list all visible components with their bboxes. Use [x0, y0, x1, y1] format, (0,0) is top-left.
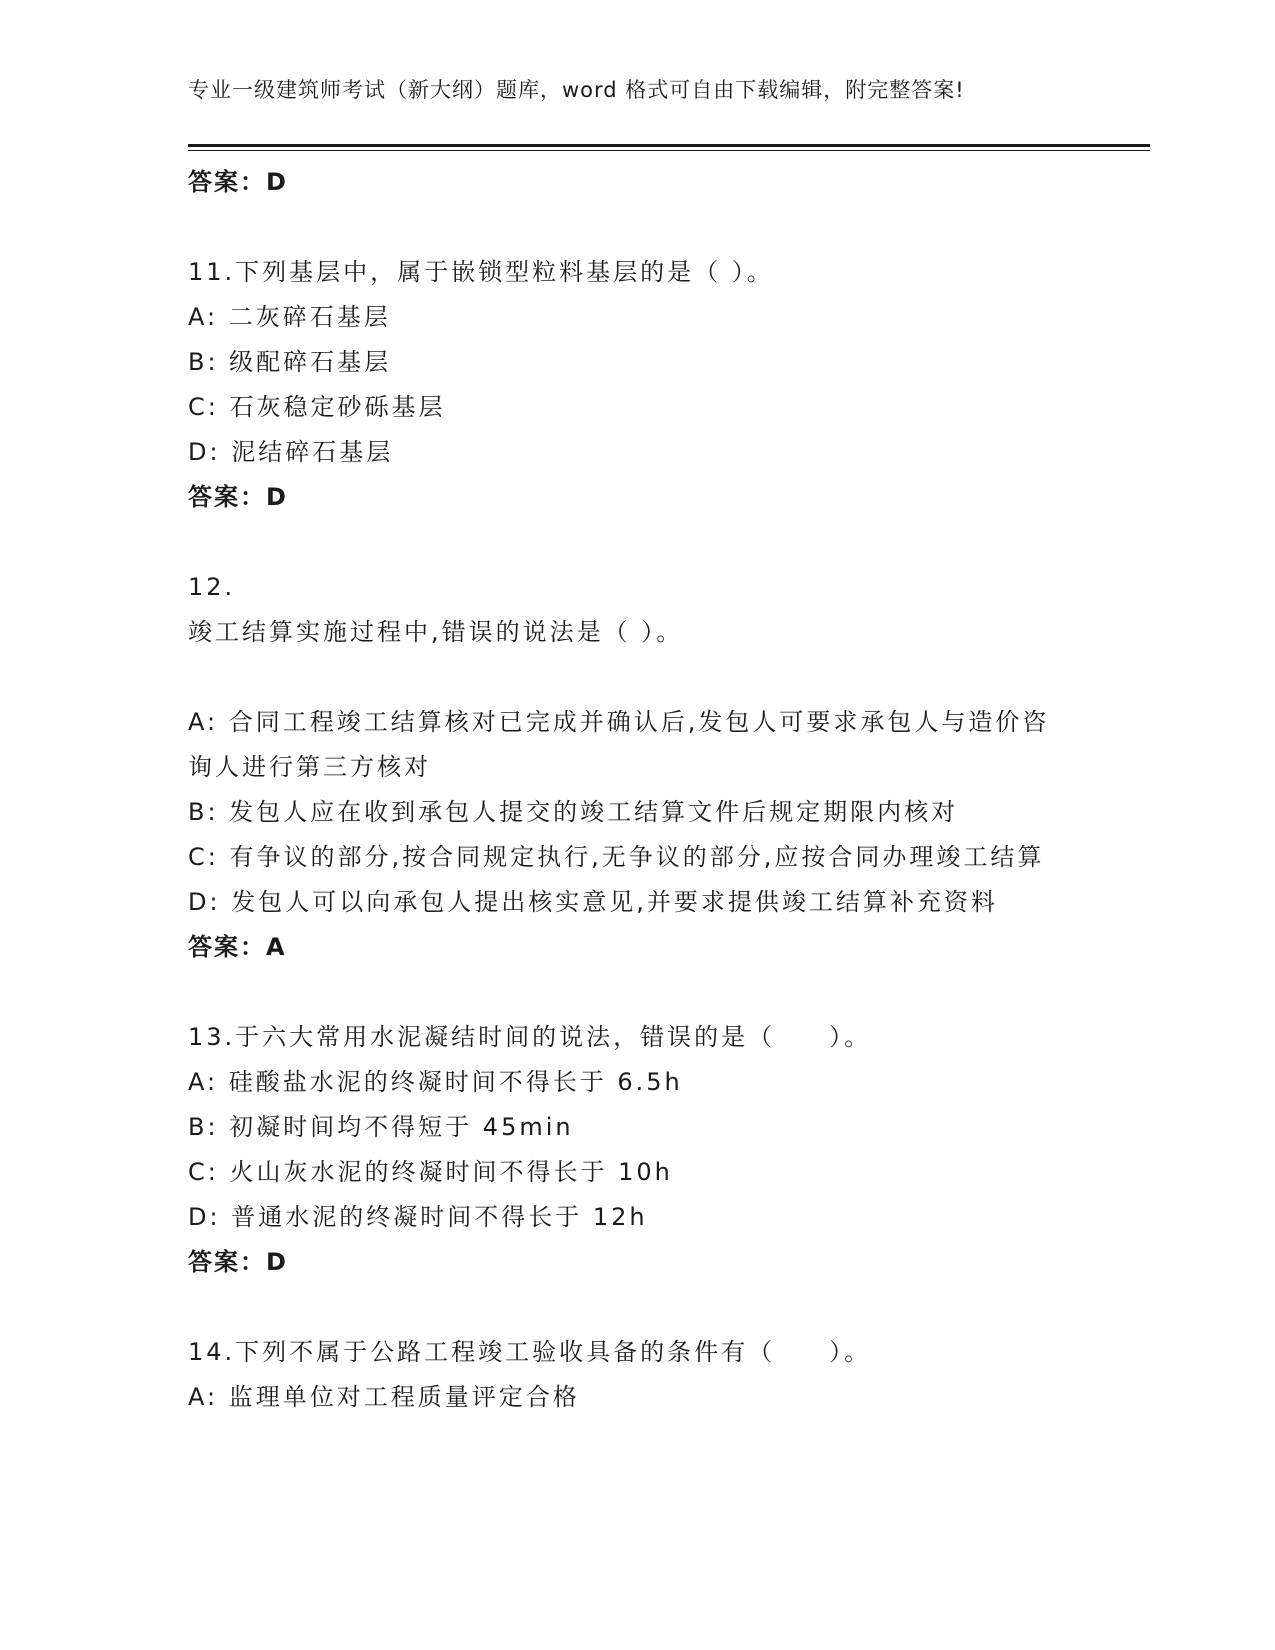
- question-11-option-d: D: 泥结碎石基层: [188, 438, 394, 466]
- question-14-stem: 14.下列不属于公路工程竣工验收具备的条件有（ ）。: [188, 1338, 872, 1366]
- question-11-stem: 11.下列基层中，属于嵌锁型粒料基层的是（ ）。: [188, 258, 774, 286]
- spacer: [188, 520, 1068, 565]
- question-13-stem: 13.于六大常用水泥凝结时间的说法，错误的是（ ）。: [188, 1023, 872, 1051]
- spacer: [188, 970, 1068, 1015]
- question-12-option-c: C: 有争议的部分,按合同规定执行,无争议的部分,应按合同办理竣工结算: [188, 843, 1045, 871]
- question-13: [188, 1015, 1068, 1285]
- question-12-option-b: B: 发包人应在收到承包人提交的竣工结算文件后规定期限内核对: [188, 798, 959, 826]
- spacer: [188, 205, 1068, 250]
- question-content: [188, 160, 1068, 1420]
- spacer: [188, 1285, 1068, 1330]
- question-12-option-a: A: 合同工程竣工结算核对已完成并确认后,发包人可要求承包人与造价咨询人进行第三方核对: [188, 708, 1050, 781]
- question-12-stem: 竣工结算实施过程中,错误的说法是（ ）。: [188, 618, 684, 646]
- answer-previous: 答案：D: [188, 168, 288, 196]
- question-12: [188, 565, 1068, 970]
- header-rule-thin: [188, 150, 1150, 151]
- question-11-option-c: C: 石灰稳定砂砾基层: [188, 393, 446, 421]
- question-11-option-b: B: 级配碎石基层: [188, 348, 392, 376]
- question-11: [188, 250, 1068, 520]
- question-13-option-d: D: 普通水泥的终凝时间不得长于 12h: [188, 1203, 648, 1231]
- question-14: [188, 1330, 1068, 1420]
- question-11-answer: 答案：D: [188, 483, 288, 511]
- question-13-option-c: C: 火山灰水泥的终凝时间不得长于 10h: [188, 1158, 673, 1186]
- spacer: [188, 655, 1068, 700]
- question-11-option-a: A: 二灰碎石基层: [188, 303, 391, 331]
- question-12-number: 12.: [188, 573, 236, 601]
- question-12-option-d: D: 发包人可以向承包人提出核实意见,并要求提供竣工结算补充资料: [188, 888, 998, 916]
- page-header: 专业一级建筑师考试（新大纲）题库，word 格式可自由下载编辑，附完整答案!: [188, 78, 965, 102]
- question-14-option-a: A: 监理单位对工程质量评定合格: [188, 1383, 580, 1411]
- question-13-option-a: A: 硅酸盐水泥的终凝时间不得长于 6.5h: [188, 1068, 683, 1096]
- question-13-answer: 答案：D: [188, 1248, 288, 1276]
- question-12-answer: 答案：A: [188, 933, 287, 961]
- question-13-option-b: B: 初凝时间均不得短于 45min: [188, 1113, 574, 1141]
- header-rule-thick: [188, 144, 1150, 147]
